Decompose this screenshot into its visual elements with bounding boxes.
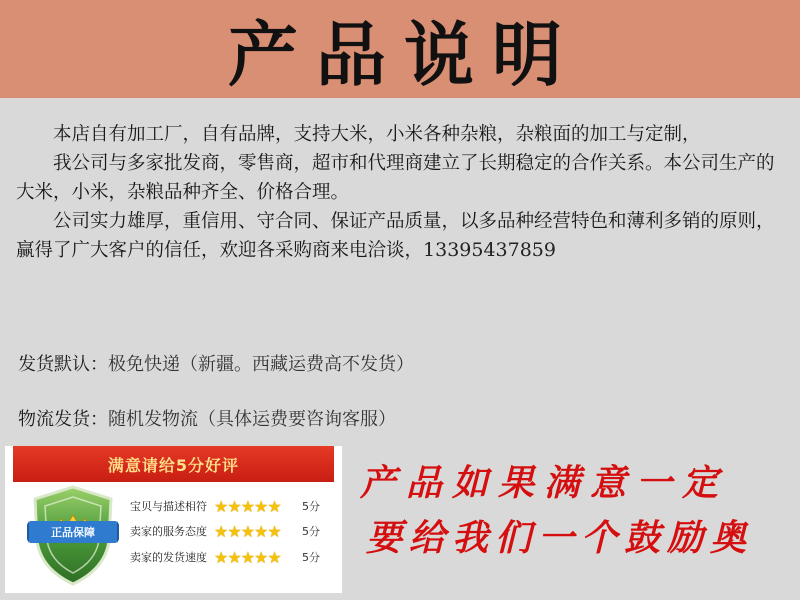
description-paragraph-1 [16,120,786,149]
rating-banner-text: 满意请给5分好评 [107,455,240,475]
rating-row [130,494,330,518]
logistics-value: 随机发物流（具体运费要咨询客服） [108,409,396,430]
phone-number: 13395437859 [423,239,556,261]
description-paragraph-3 [16,207,786,265]
description-paragraph-2-text: 我公司与多家批发商，零售商，超市和代理商建立了长期稳定的合作关系。本公司生产的大米，小米，杂粮品种齐全、价格合理。 [16,153,775,203]
rating-label: 卖家的发货速度 [130,551,207,564]
description-paragraph-2 [16,149,786,207]
header-banner [0,0,800,98]
rating-banner [13,446,334,482]
promo-line-2: 要给我们一个鼓励奥 [366,517,754,559]
shipping-default-row [18,350,414,376]
rating-score: 5分 [302,551,320,564]
star-rating-icon: ★★★★★ [214,547,281,567]
rating-row [130,519,330,543]
rating-score: 5分 [302,500,320,513]
description-paragraph-3-text: 公司实力雄厚，重信用、守合同、保证产品质量，以多品种经营特色和薄利多销的原则，赢得了广大客户的信任，欢迎各采购商来电洽谈， [16,211,775,261]
shipping-value: 极免快递（新疆。西藏运费高不发货） [108,354,414,375]
promo-line-1: 产品如果满意一定 [360,462,729,504]
star-rating-icon: ★★★★★ [214,521,281,541]
rating-row [130,545,330,569]
logistics-label: 物流发货： [18,409,108,430]
star-rating-icon: ★★★★★ [214,496,281,516]
shipping-label: 发货默认： [18,354,108,375]
rating-label: 卖家的服务态度 [130,525,207,538]
rating-badge-card [5,446,342,593]
logistics-row [18,405,396,431]
description-paragraph-1-text: 本店自有加工厂，自有品牌，支持大米，小米各种杂粮，杂粮面的加工与定制， [53,124,701,145]
promo-message [352,456,792,566]
rating-label: 宝贝与描述相符 [130,500,207,513]
page-title: 产品说明 [228,12,580,96]
description-text [16,120,786,265]
rating-score: 5分 [302,525,320,538]
shield-label: 正品保障 [51,526,95,539]
